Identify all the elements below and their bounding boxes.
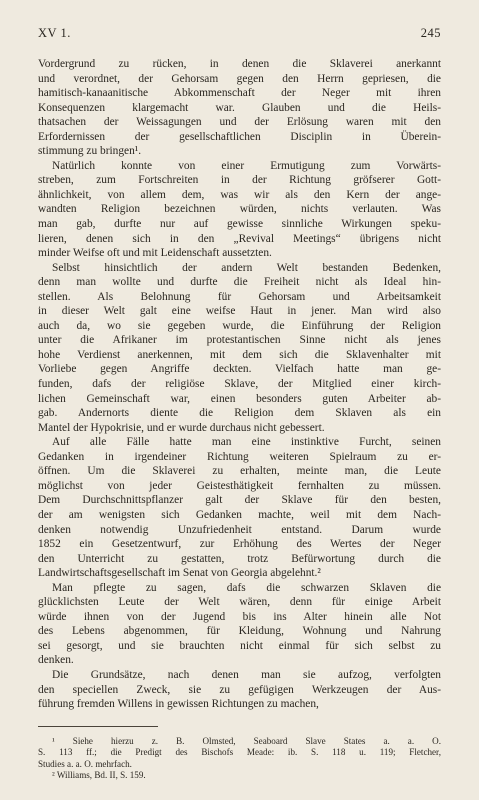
text-line: sei gesorgt, und sie brauchten nicht einmal für sich selbst zu [38, 639, 441, 652]
text-line: Die Grundsätze, nach denen man sie aufzog, verfolgten [52, 668, 441, 681]
text-line: öffnen. Um die Sklaverei zu erhalten, meinte man, die Leute [38, 465, 441, 478]
paragraph [38, 57, 441, 159]
text-line: lieren, denen sich in den „Revival Meetings“ übrigens nicht [38, 232, 441, 245]
text-line: des Lebens abgenommen, für Kleidung, Wohnung und Nahrung [38, 625, 441, 638]
text-line: den Unterricht zu gestatten, trotz Befürwortung durch die [38, 552, 441, 565]
text-line: funden, dafs der religiöse Sklave, der Mitglied einer kirch- [38, 378, 441, 391]
text-line: Vorliebe gegen Angriffe deckten. Vielfach hatte man ge- [38, 363, 441, 376]
text-line: Gedanken in irgendeiner Richtung weiteren Spielraum zu er- [38, 450, 441, 463]
paragraph [38, 261, 441, 436]
text-line: führung fremden Willens in gewissen Richtungen zu machen, [38, 698, 319, 711]
text-line: man gab, durfte nur auf gewisse sinnliche Wirkungen speku- [38, 218, 441, 231]
text-line: der am wenigsten sich Gedanken machte, weil mit dem Nach- [38, 508, 441, 521]
chapter-marker: XV 1. [38, 26, 71, 40]
paragraph [38, 159, 441, 261]
text-line: wandten Religion bezeichnen würden, nichts verlauten. Was [38, 203, 441, 216]
text-line: Konsequenzen klargemacht war. Glauben und die Heils- [38, 101, 441, 114]
text-line: Erfordernissen der gesellschaftlichen Disciplin in Überein- [38, 130, 441, 143]
text-line: hamitisch-kanaanitische Abkommenschaft der Neger mit ihren [38, 87, 441, 100]
text-line: Vordergrund zu rücken, in denen die Sklaverei anerkannt [38, 58, 441, 70]
text-line: möglichst von jeder Geistesthätigkeit fernhalten zu müssen. [38, 479, 441, 492]
paragraph [38, 668, 441, 712]
text-line: minder Weifse oft und mit Leidenschaft aussetzten. [38, 247, 272, 260]
text-line: stimmung zu bringen¹. [38, 145, 142, 158]
text-line: streben, zum Fortschreiten in der Richtung gröfserer Gott- [38, 174, 441, 187]
footnote-line: ¹ Siehe hierzu z. B. Olmsted, Seaboard Slave States a. a. O. [52, 735, 441, 746]
text-line: Natürlich konnte von einer Ermutigung zum Vorwärts- [52, 159, 441, 172]
footnote-line: ² Williams, Bd. II, S. 159. [52, 770, 146, 781]
text-line: ähnlichkeit, von allem dem, was wir als den Kern der ange- [38, 188, 441, 201]
footnote-divider [38, 726, 158, 727]
text-line: 1852 ein Gesetzentwurf, zur Erhöhung des Wertes der Neger [38, 538, 441, 551]
text-line: denken. [38, 654, 74, 667]
text-line: in dieser Welt galt eine weifse Haut in jener. Man wird also [38, 305, 441, 318]
text-line: hohe Verdienst anerkennen, mit dem sich die Sklavenhalter mit [38, 348, 441, 361]
footnote-line: Studies a. a. O. mehrfach. [38, 758, 132, 769]
text-line: denn man wollte und durfte die Freiheit nicht als Ideal hin- [38, 276, 441, 289]
text-line: Mantel der Hypokrisie, und er wurde durchaus nicht gebessert. [38, 421, 325, 434]
text-line: und verordnet, der Gehorsam gegen den Herrn gepriesen, die [38, 72, 441, 85]
text-line: Selbst hinsichtlich der andern Welt bestanden Bedenken, [52, 261, 441, 274]
text-line: unter die Afrikaner im protestantischen Sinne nicht als jenes [38, 334, 441, 347]
text-line: denken notwendig Unzufriedenheit entstand. Darum wurde [38, 523, 441, 536]
text-line: Auf alle Fälle hatte man eine instinktive Furcht, seinen [52, 436, 441, 449]
text-line: stellen. Als Belohnung für Gehorsam und Arbeitsamkeit [38, 290, 441, 303]
text-line: Man pflegte zu sagen, dafs die schwarzen Sklaven die [52, 581, 441, 594]
text-line: lichen Gemeinschaft war, einen besonders guten Arbeiter ab- [38, 392, 441, 405]
text-line: Dem Durchschnittspflanzer galt der Sklave für den besten, [38, 494, 441, 507]
paragraph [38, 581, 441, 668]
text-line: würde ihnen von der Jugend bis ins Alter hinein alle Not [38, 610, 441, 623]
text-line: den speciellen Zweck, sie zu gefügigen Werkzeugen der Aus- [38, 683, 441, 696]
text-line: auch da, wo sie gegeben wurde, die Einführung der Religion [38, 319, 441, 332]
text-line: Landwirtschaftsgesellschaft im Senat von Georgia abgelehnt.² [38, 567, 321, 580]
paragraph [38, 435, 441, 580]
footnote [38, 736, 441, 771]
text-line: glücklichsten Leute der Welt wären, denn für einige Arbeit [38, 596, 441, 609]
footnotes [38, 736, 441, 782]
footnote [38, 770, 441, 782]
text-line: thatsachen der Weissagungen und der Erlösung waren mit den [38, 116, 441, 129]
footnote-line: S. 113 ff.; die Predigt des Bischofs Meade: ib. S. 118 u. 119; Fletcher, [38, 747, 441, 758]
body-text [38, 57, 441, 712]
running-head [38, 26, 441, 41]
text-line: gab. Andernorts diente die Religion dem Sklaven als ein [38, 407, 441, 420]
page-number: 245 [420, 26, 441, 40]
